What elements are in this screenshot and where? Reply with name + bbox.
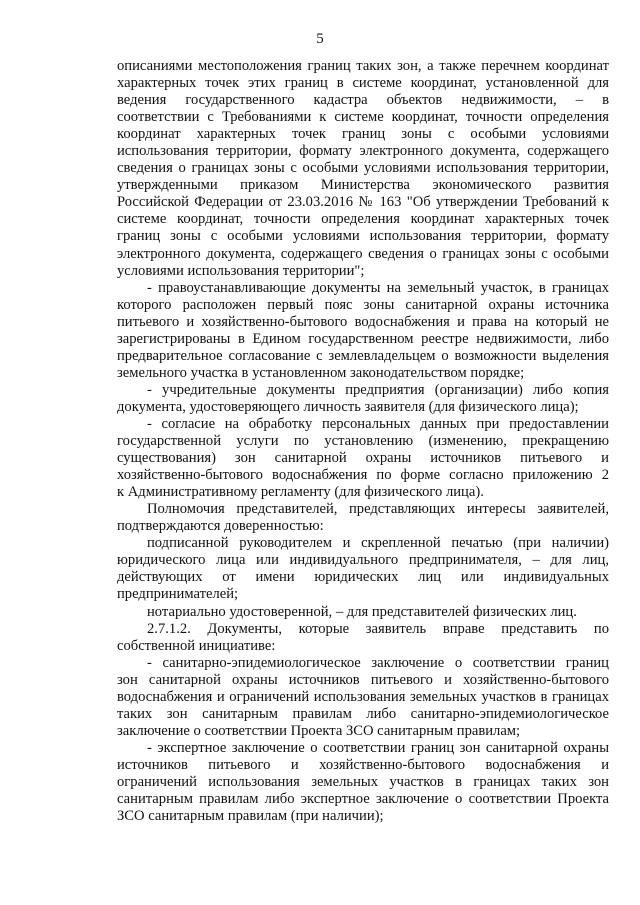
text-line: - санитарно-эпидемиологическое заключение о соответствии границ — [147, 654, 609, 671]
text-line: к Административному регламенту (для физического лица). — [117, 484, 484, 501]
text-line: земельного участка в установленном законодательством порядке; — [117, 364, 525, 381]
text-line: ведения государственного кадастра объектов недвижимости, – в — [117, 92, 609, 109]
document-text — [117, 58, 609, 825]
text-line: которого расположен первый пояс зоны санитарной охраны источника — [117, 296, 609, 313]
text-line: юридического лица или индивидуального предпринимателя, – для лиц, — [117, 552, 609, 569]
text-line: сведения о границах зоны с особыми условиями использования территории, — [117, 160, 609, 177]
text-line: границ зоны с особыми условиями использования территории, формату — [117, 228, 609, 245]
text-line: ЗСО санитарным правилам (при наличии); — [117, 808, 384, 825]
text-line: собственной инициативе: — [117, 637, 276, 654]
text-line: зон санитарной охраны источников питьевого и хозяйственно-бытового — [117, 671, 609, 688]
text-line: питьевого и хозяйственно-бытового водоснабжения и права на который не — [117, 313, 609, 330]
text-line: описаниями местоположения границ таких зон, а также перечнем координат — [117, 58, 609, 74]
text-line: характерных точек этих границ в системе координат, установленной для — [117, 75, 609, 92]
text-line: действующих от имени юридических лиц или индивидуальных — [117, 569, 609, 586]
text-line: - учредительные документы предприятия (организации) либо копия — [147, 381, 609, 398]
text-line: 2.7.1.2. Документы, которые заявитель вправе представить по — [147, 620, 609, 637]
text-line: - согласие на обработку персональных данных при предоставлении — [147, 415, 609, 432]
text-line: использования территории, формату электронного документа, содержащего — [117, 143, 609, 160]
text-line: утвержденными приказом Министерства экономического развития — [117, 177, 609, 194]
text-line: существования) зон санитарной охраны источников питьевого и — [117, 450, 609, 467]
text-line: таких зон санитарным правилам либо санитарно-эпидемиологическое — [117, 705, 609, 722]
text-line: условиями использования территории"; — [117, 262, 365, 279]
text-line: нотариально удостоверенной, – для представителей физических лиц. — [147, 603, 577, 620]
text-line: предпринимателей; — [117, 586, 239, 603]
text-line: заключение о соответствии Проекта ЗСО санитарным правилам; — [117, 722, 521, 739]
text-line: государственной услуги по установлению (изменению, прекращению — [117, 433, 609, 450]
text-line: соответствии с Требованиями к системе координат, точности определения — [117, 109, 609, 126]
page-number: 5 — [316, 31, 324, 47]
text-line: - правоустанавливающие документы на земельный участок, в границах — [147, 279, 609, 296]
text-line: санитарным правилам либо экспертное заключение о соответствии Проекта — [117, 791, 609, 808]
text-line: источников питьевого и хозяйственно-бытового водоснабжения и — [117, 756, 609, 773]
text-line: координат характерных точек границ зоны с особыми условиями — [117, 126, 609, 143]
text-line: - экспертное заключение о соответствии границ зон санитарной охраны — [147, 739, 609, 756]
text-line: подписанной руководителем и скрепленной печатью (при наличии) — [147, 535, 609, 552]
text-line: предварительное согласование с землевладельцем о возможности выделения — [117, 347, 609, 364]
text-line: водоснабжения и ограничений использования земельных участков в границах — [117, 688, 609, 705]
text-line: Полномочия представителей, представляющих интересы заявителей, — [147, 501, 609, 518]
text-line: электронного документа, содержащего сведения о границах зоны с особыми — [117, 245, 609, 262]
text-line: Российской Федерации от 23.03.2016 № 163 "Об утверждении Требований к — [117, 194, 609, 211]
text-line: хозяйственно-бытового водоснабжения по форме согласно приложению 2 — [117, 467, 609, 484]
text-line: подтверждаются доверенностью: — [117, 518, 324, 535]
text-line: зарегистрированы в Едином государственном реестре недвижимости, либо — [117, 330, 609, 347]
text-line: ограничений использования земельных участков в границах таких зон — [117, 773, 609, 790]
text-line: документа, удостоверяющего личность заявителя (для физического лица); — [117, 398, 579, 415]
text-line: системе координат, точности определения координат характерных точек — [117, 211, 609, 228]
